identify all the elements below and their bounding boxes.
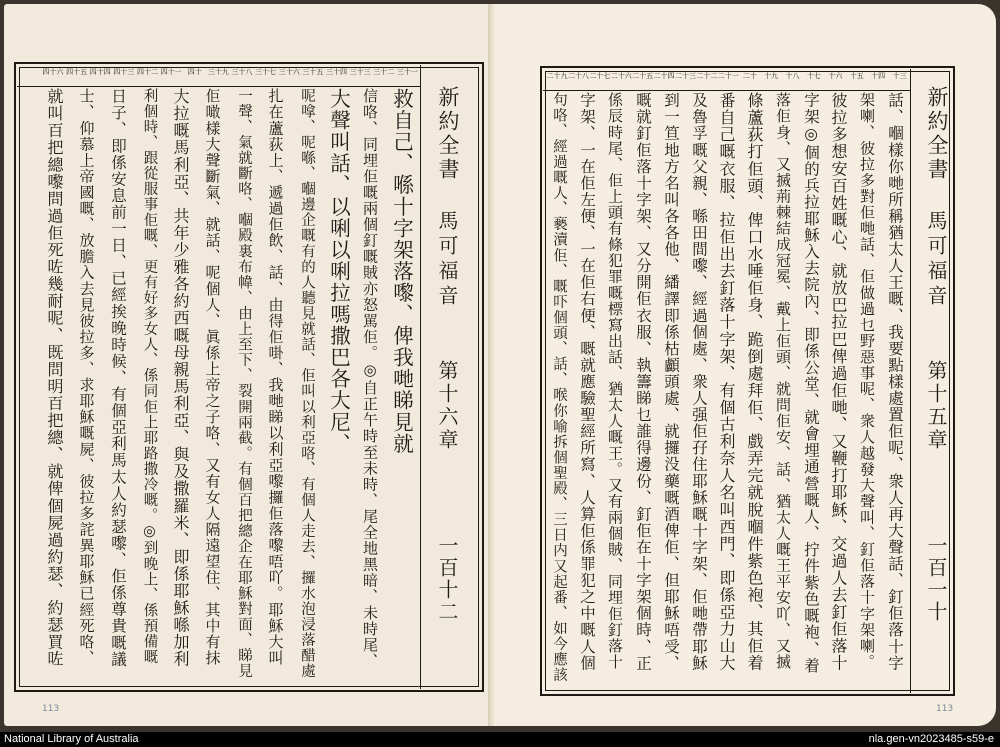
verse-number: 四十四 <box>89 68 111 76</box>
verse-number: 三十九 <box>207 68 229 76</box>
text-column: 條蘆荻打佢頭、俾口水唾佢身、跪倒處拜佢、戲弄完就脫嗰件紫色袍、其佢着 <box>745 92 764 672</box>
text-column: 日子、即係安息前一日、已經挨晚時候、有個亞利馬太人約瑟嚟、佢係尊貴嘅議 <box>109 88 127 668</box>
right-gospel-name: 馬可福音 <box>924 210 948 310</box>
right-corner-pencil-mark: 113 <box>936 704 954 714</box>
text-column: 信咯、同埋佢嘅兩個釘嘅賊亦怒駡佢。◎自正午時至未時、尾全地黑暗、未時尾、 <box>361 88 379 669</box>
footer-institution: National Library of Australia <box>4 733 139 745</box>
right-chapter-heading: 第十五章 <box>924 360 948 452</box>
text-column: 救自己、喺十字架落嚟、俾我哋睇見就 <box>389 88 414 455</box>
verse-number: 四十二 <box>137 68 158 76</box>
right-book-title: 新約全書 <box>925 86 949 182</box>
text-column: 架喇、彼拉多對佢哋話、佢做過乜野惡事呢、衆人越發大聲叫、釘佢落十字架喇。 <box>858 92 876 670</box>
left-corner-pencil-mark: 113 <box>42 704 60 714</box>
left-header-column-rule <box>420 65 421 689</box>
right-header-column-rule <box>910 69 911 693</box>
verse-number: 四十 <box>187 68 202 76</box>
text-column: 句咯、經過嘅人、褻瀆佢、嘅吓個頭、話、喉你喻拆個聖殿、三日内又起番、如今應該 <box>551 92 567 683</box>
text-column: 一聲、氣就斷咯、嗰殿裏布幃、由上至下、裂開兩截。有個百把總企在耶穌對面、睇見 <box>236 88 252 679</box>
verse-number: 十六 <box>828 72 843 80</box>
left-book-title: 新約全書 <box>436 86 460 182</box>
text-column: 扎在蘆荻上、遞過佢飲、話、由得佢啩、我哋睇以利亞嚟攞佢落嚟唔吖。耶穌大叫 <box>266 88 285 666</box>
left-page-number: 一百十二 <box>435 535 459 623</box>
verse-number: 十七 <box>806 72 821 80</box>
verse-number: 三十一 <box>396 68 418 76</box>
verse-number: 四十一 <box>160 68 182 76</box>
verse-number: 三十五 <box>302 68 324 76</box>
verse-number: 四十五 <box>66 68 88 76</box>
verse-number: 二十 <box>742 72 757 80</box>
verse-number: 三十三 <box>349 68 371 76</box>
verse-number: 二十九 <box>546 72 568 80</box>
right-verse-band-rule <box>543 90 910 91</box>
right-page-number: 一百一十 <box>924 535 948 623</box>
verse-number: 二十五 <box>632 72 654 80</box>
text-column: 大聲叫話、以唎以唎拉嗎撒巴各大尼、 <box>326 88 351 455</box>
verse-number: 十八 <box>785 72 800 80</box>
verse-number: 三十七 <box>255 68 277 76</box>
verse-number: 二十七 <box>589 72 611 80</box>
verse-number: 十四 <box>871 72 886 80</box>
verse-number: 四十六 <box>42 68 64 76</box>
text-column: 佢噉樣大聲斷氣、就話、呢個人、眞係上帝之子咯、又有女人隔遠望住、其中有抹 <box>203 88 222 666</box>
text-column: 及魯孚嘅父親、喺田間嚟、經過個處、衆人强佢孖住耶穌嘅十字架、佢哋帶耶穌 <box>690 92 708 672</box>
verse-number: 三十八 <box>231 68 253 76</box>
left-gospel-name: 馬可福音 <box>435 210 459 310</box>
text-column: 係辰時尾、佢上頭有條犯罪嘅標寫出話、猶太人嘅王。又有兩個賊、同埋佢釘落十 <box>606 92 624 670</box>
verse-number: 三十四 <box>326 68 347 76</box>
verse-number: 十五 <box>849 72 864 80</box>
text-column: 落佢身、又搣荊棘結成冠冕、戴上佢頭、就問佢安、話、猶太人嘅王平安吖、又搣 <box>774 92 792 670</box>
verse-number: 十九 <box>764 72 779 80</box>
text-column: 士、仰慕上帝國嘅、放膽入去見彼拉多、求耶穌嘅屍、彼拉多詫異耶穌已經死咯、 <box>77 88 96 666</box>
verse-number: 十三 <box>892 72 907 80</box>
verse-number: 二十六 <box>610 72 632 80</box>
text-column: 到一笪地方名叫各各他、繙譯即係枯顱頭處、就攞没藥嘅酒俾佢、但耶穌唔受、 <box>662 92 680 672</box>
text-column: 利個時、跟從服事佢嘅、更有好多女人、係同佢上耶路撒冷嘅。◎到晚上、係預備嘅 <box>141 88 158 665</box>
verse-number: 三十二 <box>373 68 395 76</box>
verse-number: 二十二 <box>696 72 718 80</box>
text-column: 就叫百把總嚟問過佢死咗幾耐呢、既問明百把總、就俾個屍過約瑟、約瑟買咗 <box>45 88 64 668</box>
verse-number: 二十四 <box>653 72 675 80</box>
text-column: 大拉嘅馬利亞、共年少雅各約西嘅母親馬利亞、與及撒羅米、即係耶穌喺加利 <box>171 88 190 668</box>
library-footer-bar <box>0 732 1000 747</box>
verse-number: 四十三 <box>113 68 135 76</box>
left-chapter-heading: 第十六章 <box>435 360 459 452</box>
verse-number: 二十八 <box>567 72 589 80</box>
left-verse-band-rule <box>17 86 420 87</box>
verse-number: 三十六 <box>278 68 300 76</box>
verse-number: 二十三 <box>674 72 696 80</box>
text-column: 彼拉多想安百姓嘅心、就放巴拉巴俾過佢哋、又鞭打耶穌、交過人去釘佢落十 <box>829 92 848 672</box>
text-column: 嘅就釘佢落十字架、又分開佢衣服、執籌睇乜誰得邊份、釘佢在十字架個時、正 <box>634 92 652 672</box>
verse-number: 二十一 <box>717 72 739 80</box>
text-column: 呢嗱、呢喺、嗰邊企嘅有的人聽見就話、佢叫以利亞咯、有個人走去、攞水泡浸落醋處 <box>299 88 315 679</box>
text-column: 字架、一在佢左便、一在佢右便、嘅就應驗聖經所寫、人算佢係罪犯之中嘅人個 <box>578 92 596 672</box>
text-column: 番自己嘅衣服、拉佢出去釘落十字架、有個古利奈人名叫西門、即係亞力山大 <box>717 92 736 672</box>
footer-identifier: nla.gen-vn2023485-s59-e <box>868 733 994 745</box>
text-column: 話、嗰樣你哋所稱猶太人王嘅、我要點樣處置佢呢、衆人再大聲話、釘佢落十字 <box>886 92 904 672</box>
text-column: 字架◎個的兵拉耶穌入去院內、即係公堂、就會埋通營嘅人、拧件紫色嘅袍、着 <box>802 92 820 674</box>
